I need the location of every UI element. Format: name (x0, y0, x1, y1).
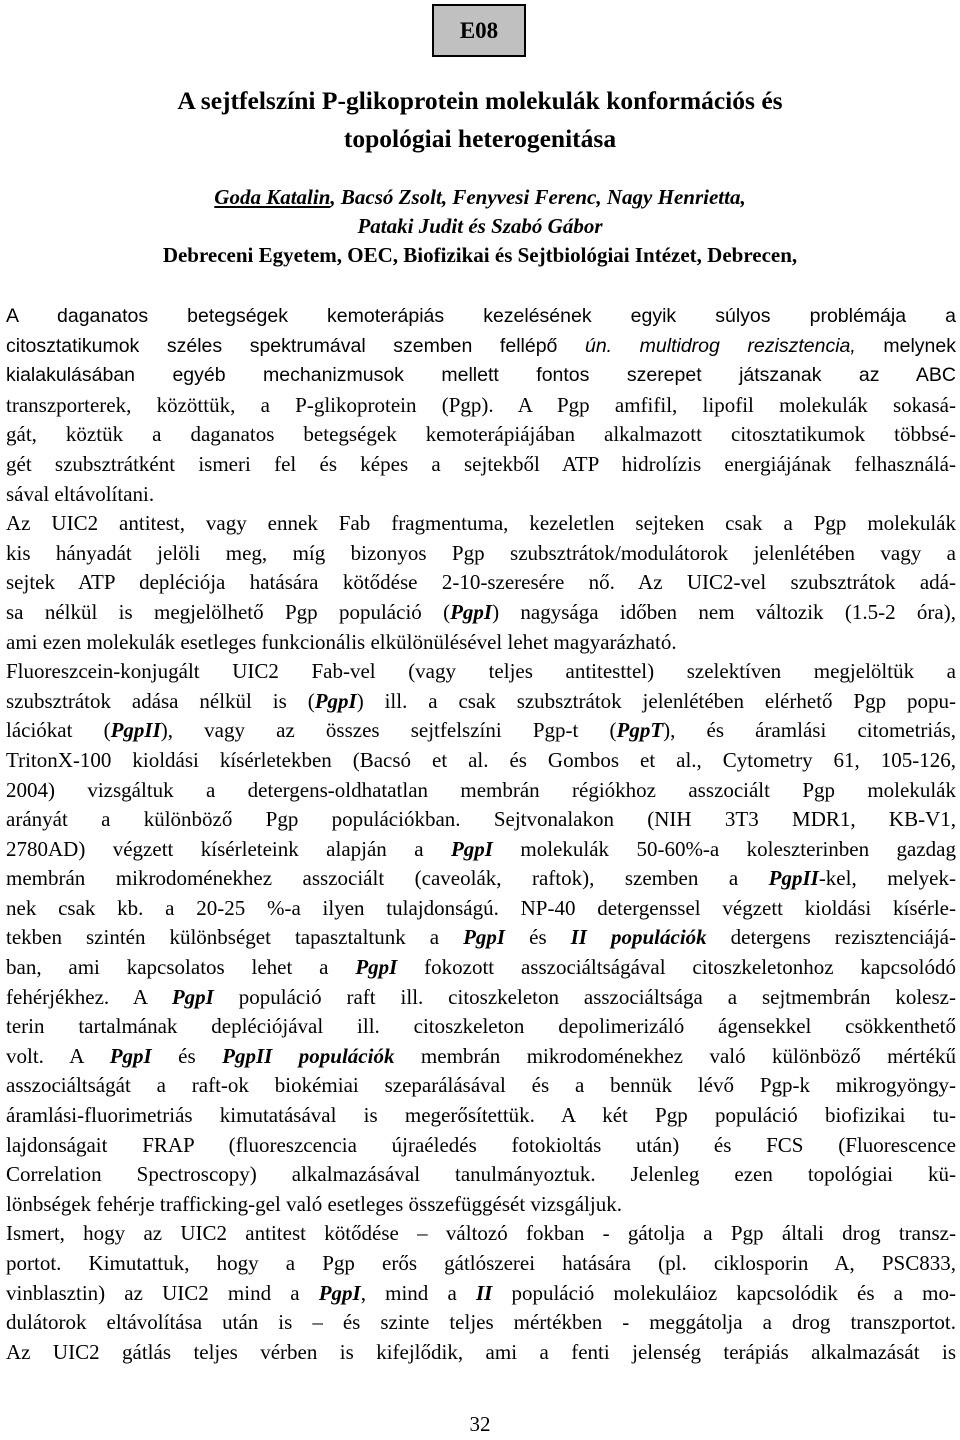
body-line: Ismert, hogy az UIC2 antitest kötődése – változó fokban - gátolja a Pgp általi drog transz- (6, 1221, 956, 1246)
body-line: transzporterek, közöttük, a P-glikoprotein (Pgp). A Pgp amfifil, lipofil molekulák sokasá- (6, 392, 956, 417)
term-pgpii-populaciok: PgpII populációk (222, 1043, 395, 1068)
body-line: ami ezen molekulák esetleges funkcionális elkülönülésével lehet magyarázható. (6, 629, 677, 654)
body-line: lajdonságait FRAP (fluoreszcencia újraéledés fotokioltás után) és FCS (Fluorescence (6, 1132, 956, 1157)
affiliation: Debreceni Egyetem, OEC, Biofizikai és Sejtbiológiai Intézet, Debrecen, (162, 243, 798, 267)
body-line: ban, ami kapcsolatos lehet a PgpI fokozott asszociáltságával citoszkeletonhoz kapcsolódó (6, 955, 956, 980)
body-line: lönbségek fehérje trafficking-gel való esetleges összefüggését vizsgáljuk. (6, 1191, 622, 1216)
term-pgpi: PgpI (171, 984, 214, 1009)
body-line: membrán mikrodoménekhez asszociált (caveolák, raftok), szemben a PgpII-kel, melyek- (6, 866, 956, 891)
body-line: kis hányadát jelöli meg, míg bizonyos Pgp szubsztrátok/modulátorok jelenlétében vagy a (6, 540, 956, 565)
term-pgpi: PgpI (450, 836, 493, 861)
body-line: dulátorok eltávolítása után is – és szinte teljes mértékben - meggátolja a drog transzportot. (6, 1310, 956, 1335)
term-pgpi: PgpI (318, 1280, 361, 1305)
body-line: TritonX-100 kioldási kísérletekben (Bacsó et al. és Gombos et al., Cytometry 61, 105-126, (6, 747, 956, 772)
body-line: gát, köztük a daganatos betegségek kemoterápiájában alkalmazott citosztatikumok többsé- (6, 422, 956, 447)
body-line: 2780AD) végzett kísérleteink alapján a PgpI molekulák 50-60%-a koleszterinben gazdag (6, 836, 956, 861)
term-pgpt: PgpT (616, 718, 664, 743)
term-pgpii: PgpII (768, 866, 819, 891)
body-line: vinblasztin) az UIC2 mind a PgpI, mind a II populáció molekuláioz kapcsolódik és a mo- (6, 1280, 956, 1305)
body-line: 2004) vizsgáltuk a detergens-oldhatatlan membrán régiókhoz asszociált Pgp molekulák (6, 777, 956, 802)
body-line: terin tartalmának depléciójával ill. citoszkeleton depolimerizáló ágensekkel csökkenthető (6, 1014, 956, 1039)
body-line: asszociáltságát a raft-ok biokémiai szeparálásával és a bennük lévő Pgp-k mikrogyöngy- (6, 1073, 956, 1098)
presenting-author: Goda Katalin (214, 185, 331, 209)
body-line: A daganatos betegségek kemoterápiás kezelésének egyik súlyos problémája a (6, 305, 956, 327)
body-line: Correlation Spectroscopy) alkalmazásával tanulmányoztuk. Jelenleg ezen topológiai kü- (6, 1162, 956, 1187)
body-line: citosztatikumok széles spektrumával szemben fellépő ún. multidrog rezisztencia, melynek (6, 334, 956, 357)
body-line: Az UIC2 gátlás teljes vérben is kifejlődik, ami a fenti jelenség terápiás alkalmazását is (6, 1339, 956, 1364)
body-line: kialakulásában egyéb mechanizmusok mellett fontos szerepet játszanak az ABC (6, 364, 956, 387)
body-line: sa nélkül is megjelölhető Pgp populáció (PgpI) nagysága időben nem változik (1.5-2 óra), (6, 599, 956, 624)
body-line: Az UIC2 antitest, vagy ennek Fab fragmentuma, kezeletlen sejteken csak a Pgp molekulák (6, 511, 956, 536)
body-line: fehérjékhez. A PgpI populáció raft ill. citoszkeleton asszociáltsága a sejtmembrán kolesz- (6, 984, 956, 1009)
title-line-1: A sejtfelszíni P-glikoprotein molekulák konformációs és (177, 86, 783, 115)
body-line: sával eltávolítani. (6, 481, 155, 506)
title-line-2: topológiai heterogenitása (343, 124, 617, 153)
italic-term: ún. multidrog rezisztencia, (557, 334, 856, 357)
body-line: áramlási-fluorimetriás kimutatásával is megerősítettük. A két Pgp populáció biofizikai tu- (6, 1103, 956, 1128)
term-ii-populaciok: II populációk (570, 925, 707, 950)
body-line: gét szubsztrátként ismeri fel és képes a sejtekből ATP hidrolízis energiájának felhasználá- (6, 451, 956, 476)
body-line: portot. Kimutattuk, hogy a Pgp erős gátlószerei hatására (pl. ciklosporin A, PSC833, (6, 1251, 956, 1275)
body-line: tekben szintén különbséget tapasztaltunk a PgpI és II populációk detergens rezisztenciájá- (6, 925, 957, 950)
abstract-code-box: E08 (432, 4, 526, 57)
term-pgpi: PgpI (109, 1043, 152, 1068)
term-pgpi: PgpI (355, 955, 398, 980)
body-line: arányát a különböző Pgp populációkban. Sejtvonalakon (NIH 3T3 MDR1, KB-V1, (6, 807, 956, 832)
term-pgpi: PgpI (450, 599, 493, 624)
term-pgpi: PgpI (463, 925, 506, 950)
author-list-line-1 (0, 183, 960, 212)
body-line: volt. A PgpI és PgpII populációk membrán mikrodoménekhez való különböző mértékű (6, 1043, 956, 1068)
page-number: 32 (469, 1412, 491, 1436)
author-block (0, 183, 960, 270)
co-authors-1: , Bacsó Zsolt, Fenyvesi Ferenc, Nagy Henrietta, (330, 185, 746, 209)
abstract-body (6, 302, 956, 1367)
term-pgpii: PgpII (110, 718, 161, 743)
body-line: nek csak kb. a 20-25 %-a ilyen tulajdonságú. NP-40 detergenssel végzett kioldási kísérle- (6, 895, 956, 920)
body-line: Fluoreszcein-konjugált UIC2 Fab-vel (vagy teljes antitesttel) szelektíven megjelöltük a (6, 659, 956, 684)
body-line: szubsztrátok adása nélkül is (PgpI) ill. a csak szubsztrátok jelenlétében elérhető Pgp popu- (6, 688, 957, 713)
term-pgpi: PgpI (314, 688, 357, 713)
term-ii: II (475, 1280, 493, 1305)
author-list-line-2: Pataki Judit és Szabó Gábor (357, 214, 603, 238)
body-line: sejtek ATP depléciója hatására kötődése 2-10-szeresére nő. Az UIC2-vel szubsztrátok adá- (6, 570, 956, 595)
body-line: lációkat (PgpII), vagy az összes sejtfelszíni Pgp-t (PgpT), és áramlási citometriás, (6, 718, 957, 743)
abstract-title (0, 82, 960, 158)
